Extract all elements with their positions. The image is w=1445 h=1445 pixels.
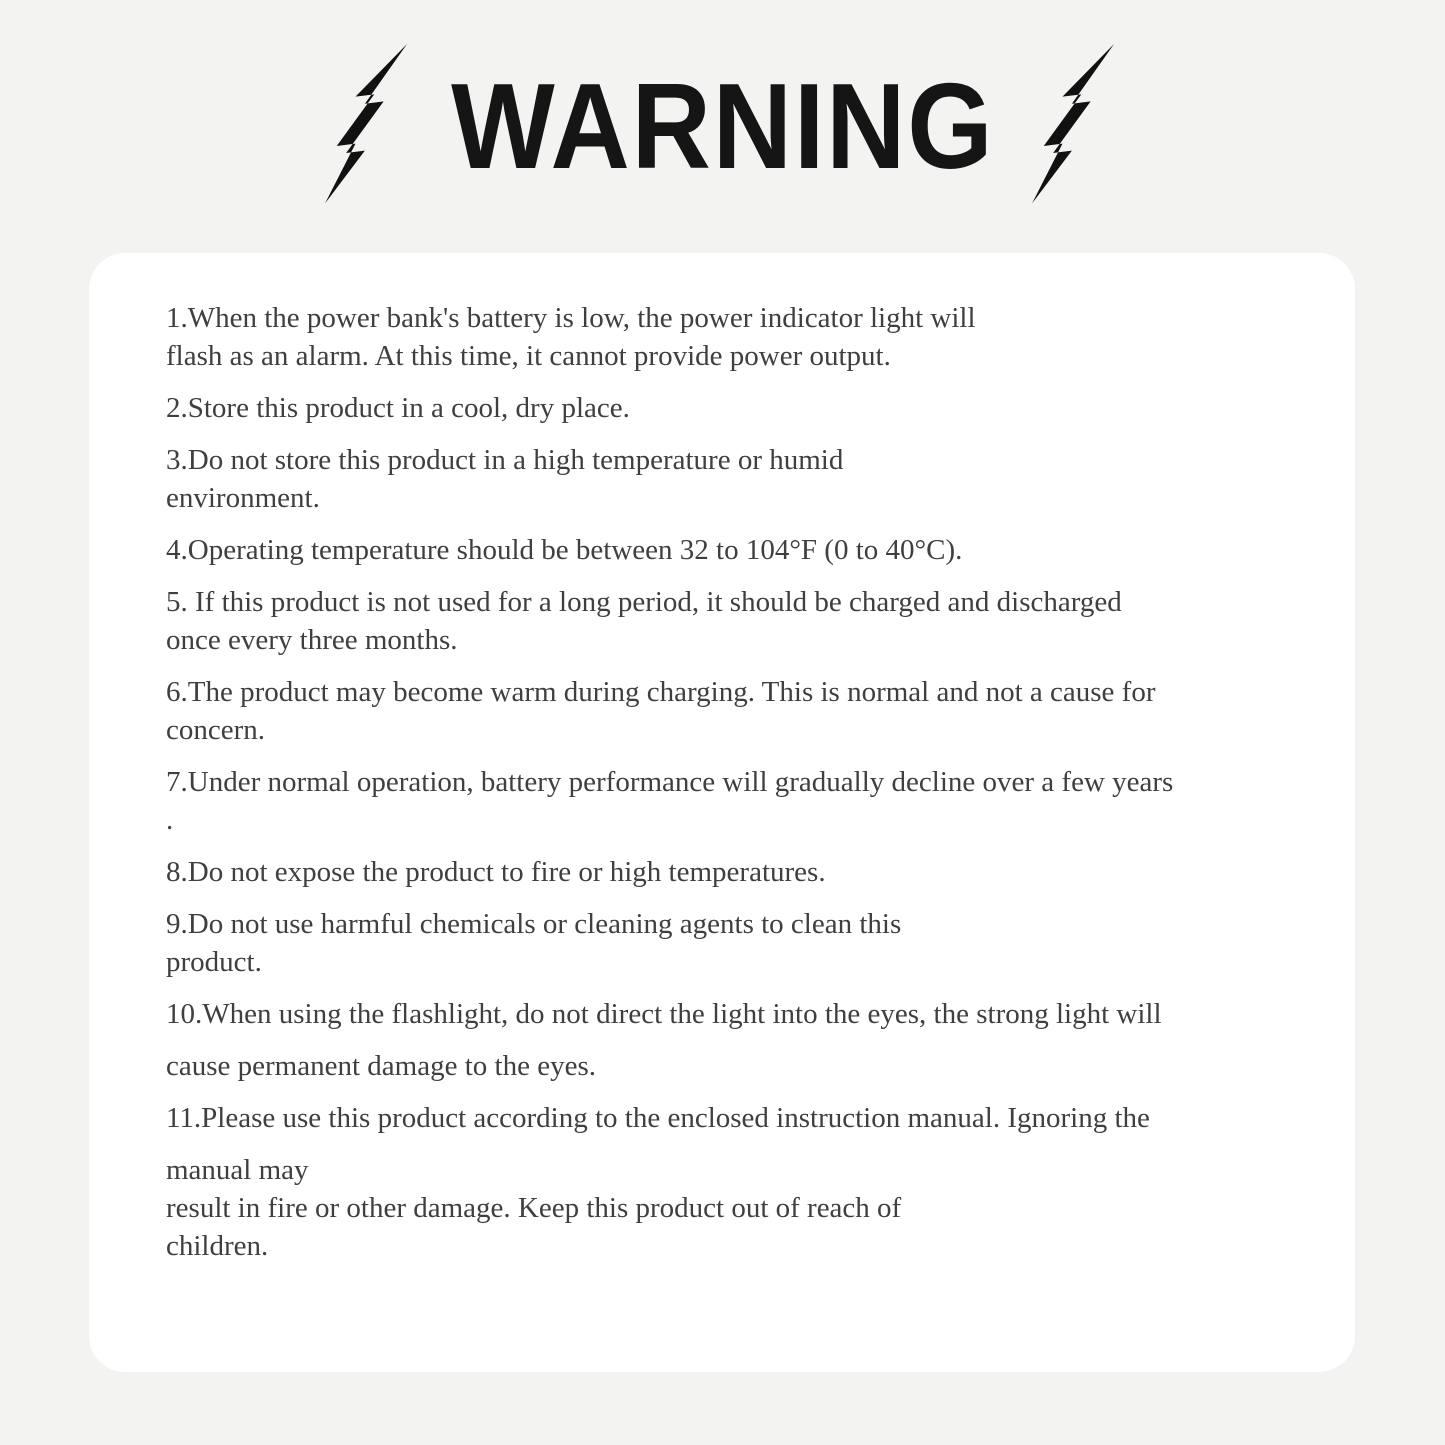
warning-item [166, 853, 1315, 891]
warning-line: 6.The product may become warm during charging. This is normal and not a cause for [166, 676, 1156, 708]
warning-line: result in fire or other damage. Keep this product out of reach of [166, 1192, 902, 1224]
warning-item [166, 1099, 1315, 1265]
warning-line: flash as an alarm. At this time, it cannot provide power output. [166, 340, 891, 372]
page-title: WARNING [450, 58, 995, 194]
warning-item [166, 531, 1315, 569]
warning-line: . [166, 804, 174, 836]
warning-item [166, 441, 1315, 517]
lightning-bolt-icon [1032, 42, 1120, 210]
warning-line: 3.Do not store this product in a high temperature or humid [166, 444, 844, 476]
warning-line: 8.Do not expose the product to fire or high temperatures. [166, 856, 826, 888]
warning-line: product. [166, 946, 262, 978]
warning-line: once every three months. [166, 624, 458, 656]
warning-line: 10.When using the flashlight, do not direct the light into the eyes, the strong light will [166, 998, 1162, 1030]
warning-line: 4.Operating temperature should be between 32 to 104°F (0 to 40°C). [166, 534, 963, 566]
warning-item [166, 905, 1315, 981]
warnings-card [89, 253, 1355, 1372]
warning-line: 11.Please use this product according to the enclosed instruction manual. Ignoring the [166, 1102, 1150, 1134]
warning-item [166, 673, 1315, 749]
warnings-list [89, 253, 1355, 1265]
warning-item [166, 583, 1315, 659]
warning-item [166, 299, 1315, 375]
warning-line: concern. [166, 714, 266, 746]
warning-line: environment. [166, 482, 320, 514]
lightning-bolt-icon [325, 42, 413, 210]
warning-line: manual may [166, 1154, 309, 1186]
warning-line: cause permanent damage to the eyes. [166, 1050, 596, 1082]
warning-line: 7.Under normal operation, battery performance will gradually decline over a few years [166, 766, 1174, 798]
warning-header [0, 42, 1445, 210]
warning-line: 9.Do not use harmful chemicals or cleaning agents to clean this [166, 908, 902, 940]
warning-item [166, 389, 1315, 427]
warning-line: 5. If this product is not used for a long period, it should be charged and discharged [166, 586, 1122, 618]
warning-item [166, 995, 1315, 1085]
warning-line: 2.Store this product in a cool, dry place. [166, 392, 630, 424]
warning-item [166, 763, 1315, 839]
warning-line: 1.When the power bank's battery is low, the power indicator light will [166, 302, 976, 334]
warning-line: children. [166, 1230, 269, 1262]
